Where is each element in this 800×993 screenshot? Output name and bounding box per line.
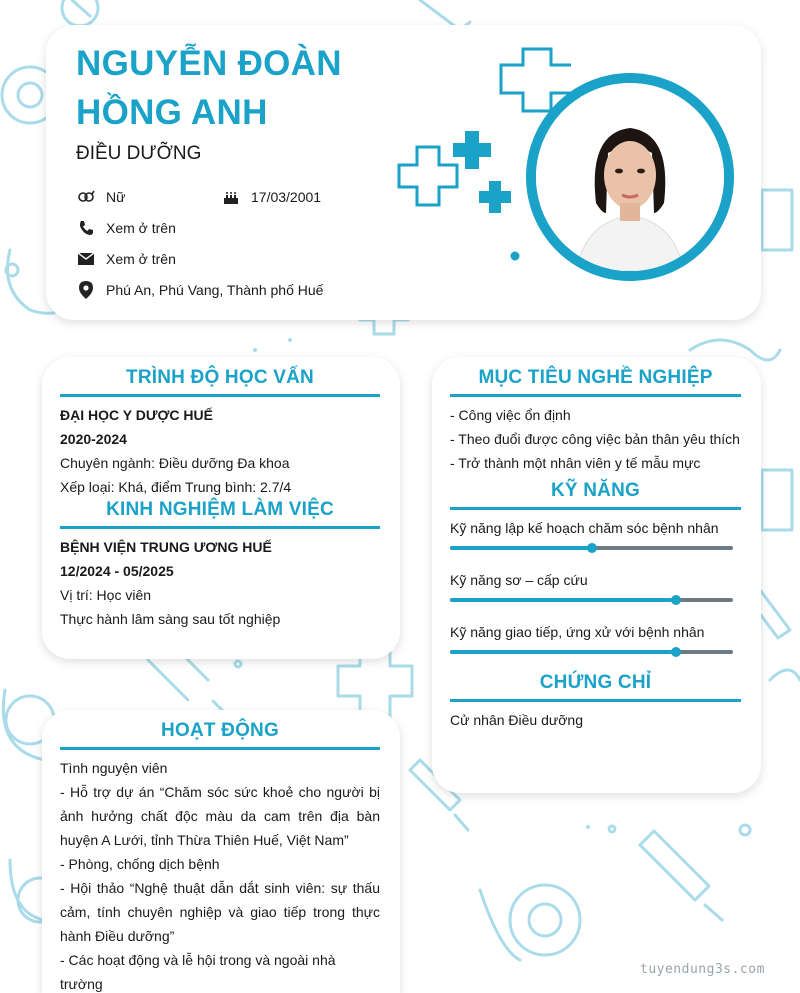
education-experience-card (42, 357, 400, 659)
activity-line: - Hỗ trợ dự án “Chăm sóc sức khoẻ cho người bị ảnh hưởng chất độc màu da cam trên địa bàn huyện A Lưới, tỉnh Thừa Thiên Huế, Việt Nam” (60, 784, 380, 848)
birthday-text: 17/03/2001 (251, 189, 322, 205)
location-pin-icon (76, 281, 96, 299)
birthday-row (221, 188, 321, 206)
education-section-title: TRÌNH ĐỘ HỌC VẤN (60, 367, 380, 397)
skill-name: Kỹ năng lập kế hoạch chăm sóc bệnh nhân (450, 520, 719, 536)
experience-position: Vị trí: Học viên (60, 587, 152, 603)
activity-line: Tình nguyện viên (60, 760, 168, 776)
experience-description: Thực hành lâm sàng sau tốt nghiệp (60, 611, 281, 627)
phone-icon (76, 219, 96, 237)
activity-line: - Các hoạt động và lễ hội trong và ngoài nhà trường (60, 952, 336, 992)
email-row (76, 250, 176, 268)
objective-item: - Công việc ổn định (450, 407, 571, 423)
objective-section-title: MỤC TIÊU NGHỀ NGHIỆP (450, 367, 741, 397)
skill-level-dot (671, 595, 681, 605)
gender-row (76, 188, 125, 206)
education-grade: Xếp loại: Khá, điểm Trung bình: 2.7/4 (60, 479, 292, 495)
gender-icon (76, 188, 96, 206)
experience-section-title: KINH NGHIỆM LÀM VIỆC (60, 499, 380, 529)
profile-photo (536, 83, 724, 271)
gender-text: Nữ (106, 189, 126, 205)
candidate-name-line2: HỒNG ANH (76, 93, 268, 132)
skill-level-bar (450, 598, 733, 602)
skill-name: Kỹ năng giao tiếp, ứng xử với bệnh nhân (450, 624, 705, 640)
activity-line: - Phòng, chống dịch bệnh (60, 856, 220, 872)
experience-period: 12/2024 - 05/2025 (60, 563, 174, 579)
skills-section-title: KỸ NĂNG (450, 480, 741, 510)
skill-level-fill (450, 546, 592, 550)
skill-level-dot (671, 647, 681, 657)
education-period: 2020-2024 (60, 431, 127, 447)
profile-photo-frame (526, 73, 734, 281)
skill-name: Kỹ năng sơ – cấp cứu (450, 572, 588, 588)
skill-level-bar (450, 650, 733, 654)
mail-icon (76, 250, 96, 268)
education-major: Chuyên ngành: Điều dưỡng Đa khoa (60, 455, 290, 471)
skills-list (450, 516, 741, 654)
email-text: Xem ở trên (106, 251, 176, 267)
address-text: Phú An, Phú Vang, Thành phố Huế (106, 282, 324, 298)
objective-skills-card (432, 357, 761, 793)
phone-row (76, 219, 176, 237)
activities-card (42, 710, 400, 993)
experience-company: BỆNH VIỆN TRUNG ƯƠNG HUẾ (60, 539, 272, 555)
activities-section-title: HOẠT ĐỘNG (60, 720, 380, 750)
profile-header-card (46, 25, 761, 320)
cake-icon (221, 188, 241, 206)
candidate-name-line1: NGUYỄN ĐOÀN (76, 44, 342, 83)
objective-item: - Theo đuổi được công việc bản thân yêu thích (450, 431, 740, 447)
watermark: tuyendung3s.com (640, 962, 765, 977)
skill-level-bar (450, 546, 733, 550)
certificates-section-title: CHỨNG CHỈ (450, 672, 741, 702)
address-row (76, 281, 323, 299)
skill-level-fill (450, 598, 676, 602)
objective-item: - Trở thành một nhân viên y tế mẫu mực (450, 455, 701, 471)
activity-line: - Hội thảo “Nghệ thuật dẫn dắt sinh viên: sự thấu cảm, tính chuyên nghiệp và giao tiếp trong thực hành Điều dưỡng” (60, 880, 380, 944)
phone-text: Xem ở trên (106, 220, 176, 236)
skill-level-fill (450, 650, 676, 654)
education-school: ĐẠI HỌC Y DƯỢC HUẾ (60, 407, 213, 423)
certificate-item: Cử nhân Điều dưỡng (450, 712, 583, 728)
job-title: ĐIỀU DƯỠNG (76, 143, 202, 164)
skill-level-dot (587, 543, 597, 553)
